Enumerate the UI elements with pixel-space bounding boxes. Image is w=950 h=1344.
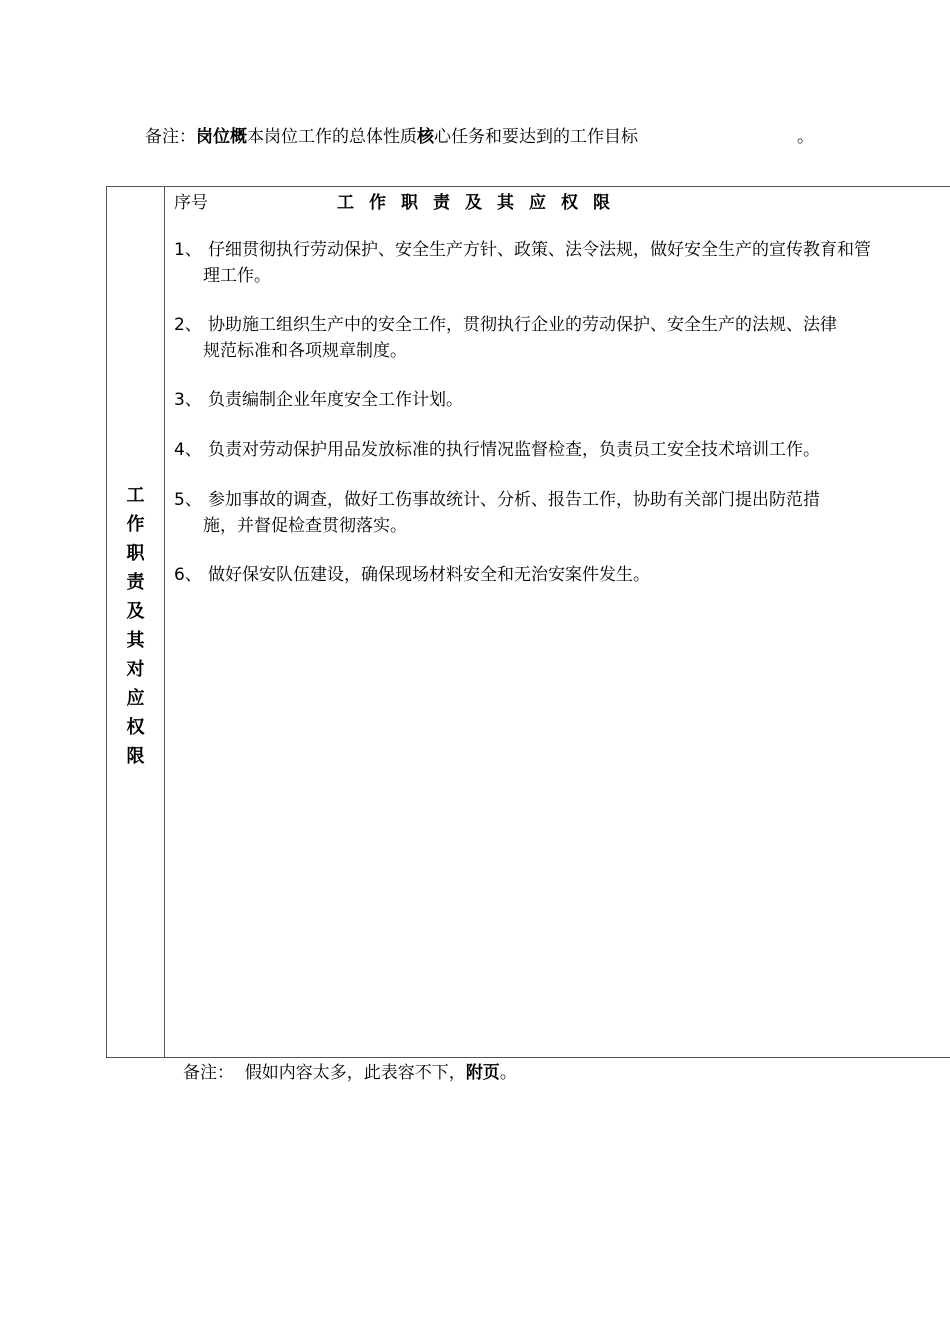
header-seq-label: 序号 [174, 193, 208, 213]
duty-text-line1: 负责编制企业年度安全工作计划。 [208, 390, 463, 410]
vertical-section-title [107, 481, 164, 771]
bottom-note-tail: 。 [499, 1063, 517, 1083]
left-title-column [107, 187, 165, 1057]
vertical-char: 对 [126, 659, 145, 680]
top-note-bold-2: 核 [417, 127, 434, 147]
vertical-char: 及 [126, 601, 145, 622]
vertical-char: 限 [126, 746, 145, 767]
duty-number: 6、 [174, 565, 202, 585]
bottom-note-text: 假如内容太多，此表容不下， [244, 1063, 466, 1083]
duty-item-1 [174, 237, 871, 289]
top-note-tail: 。 [797, 127, 814, 147]
top-note [145, 125, 814, 149]
duties-table [106, 186, 950, 1058]
duty-number: 4、 [174, 440, 202, 460]
duty-text-line1: 参加事故的调查，做好工伤事故统计、分析、报告工作，协助有关部门提出防范措 [208, 490, 820, 510]
duty-text-line2: 理工作。 [203, 266, 271, 286]
top-note-text: 本岗位工作的总体性质 [247, 127, 417, 147]
duty-item-6 [174, 562, 650, 588]
vertical-char: 作 [126, 514, 145, 535]
bottom-note-bold: 附页 [465, 1063, 500, 1083]
duty-item-5 [174, 487, 820, 539]
vertical-char: 工 [126, 485, 145, 506]
duty-text-line1: 仔细贯彻执行劳动保护、安全生产方针、政策、法令法规，做好安全生产的宣传教育和管 [208, 240, 871, 260]
duty-text-line2: 规范标准和各项规章制度。 [203, 341, 407, 361]
bottom-note-prefix: 备注： [183, 1063, 234, 1083]
top-note-prefix: 备注： [145, 127, 196, 147]
duty-text-line2: 施，并督促检查贯彻落实。 [203, 516, 407, 536]
duty-text-line1: 协助施工组织生产中的安全工作，贯彻执行企业的劳动保护、安全生产的法规、法律 [208, 315, 837, 335]
duty-item-2 [174, 312, 837, 364]
duty-number: 5、 [174, 490, 202, 510]
vertical-char: 职 [126, 543, 145, 564]
duty-item-3 [174, 387, 463, 413]
bottom-note [183, 1061, 517, 1085]
duty-number: 2、 [174, 315, 202, 335]
vertical-char: 应 [126, 688, 145, 709]
header-title: 工作职责及其应权限 [337, 193, 625, 213]
vertical-char: 其 [126, 630, 145, 651]
vertical-char: 权 [126, 717, 145, 738]
duty-number: 1、 [174, 240, 202, 260]
top-note-text-2: 心任务和要达到的工作目标 [434, 127, 638, 147]
duty-text-line1: 负责对劳动保护用品发放标准的执行情况监督检查，负责员工安全技术培训工作。 [208, 440, 820, 460]
vertical-char: 责 [126, 572, 145, 593]
duty-number: 3、 [174, 390, 202, 410]
duty-text-line1: 做好保安队伍建设，确保现场材料安全和无治安案件发生。 [208, 565, 650, 585]
duty-item-4 [174, 437, 820, 463]
top-note-bold: 岗位概 [196, 127, 247, 147]
